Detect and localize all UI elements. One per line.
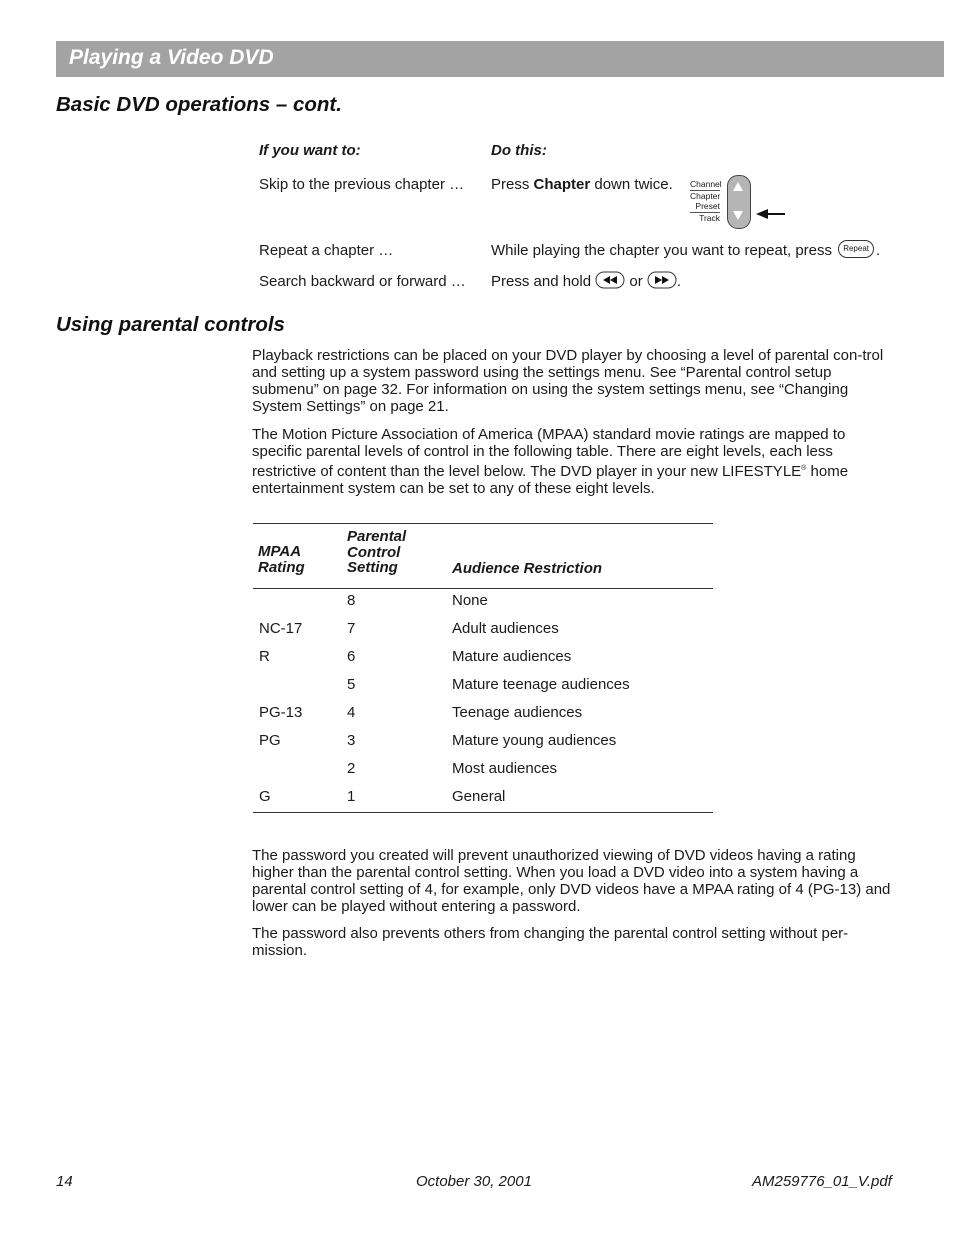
parental-para-2 [252,426,897,497]
table-header-rating [258,544,318,575]
do-text: or [625,273,647,290]
table-cell-audience: Mature young audiences [452,732,617,749]
table-cell-audience: Mature teenage audiences [452,676,630,693]
ops-row-do [491,242,880,260]
table-cell-setting: 5 [347,676,356,693]
table-cell-audience: Teenage audiences [452,704,583,721]
repeat-button-icon: Repeat [838,240,874,258]
do-text: . [676,273,682,290]
table-cell-audience: Mature audiences [452,648,572,665]
table-cell-rating: G [259,788,271,805]
table-header-setting [347,529,417,576]
table-cell-rating: NC-17 [259,620,303,637]
para-text: The Motion Picture Association of America (MPAA) standard movie ratings are mapped to specific parental levels of control in the following table. There are eight levels, each less restrictive of content than the level below. The DVD player in your new LIFESTYLE [252,426,846,480]
arrow-left-icon [756,207,786,221]
do-text: . [876,242,881,259]
ops-row-want: Repeat a chapter … [259,242,394,259]
parental-para-3 [252,847,897,915]
paragraph-text: The password also prevents others from changing the parental control setting without per-mission. [252,925,849,959]
do-text: Press and hold [491,273,596,290]
table-cell-rating: PG-13 [259,704,303,721]
do-text: down twice. [590,176,673,193]
footer-file: AM259776_01_V.pdf [752,1173,892,1190]
parental-para-4 [252,925,897,959]
registered-mark: ® [801,465,807,472]
table-cell-setting: 8 [347,592,356,609]
table-cell-audience: General [452,788,506,805]
fast-forward-button-icon [647,271,677,289]
table-bottom-rule [253,812,713,813]
table-cell-audience: Most audiences [452,760,558,777]
do-text-bold: Chapter [533,176,591,193]
parental-heading: Using parental controls [56,313,285,336]
table-header-audience: Audience Restriction [452,560,603,577]
ops-row-want: Skip to the previous chapter … [259,176,465,193]
paragraph-text [252,426,897,497]
table-header-rule [253,588,713,589]
section-banner [56,41,944,77]
table-top-rule [253,523,713,524]
rocker-label-track: Track [690,212,720,224]
do-text: While playing the chapter you want to repeat, press [491,242,837,259]
table-cell-setting: 2 [347,760,356,777]
paragraph-text: The password you created will prevent unauthorized viewing of DVD videos having a rating higher than the parental control setting. When you load a DVD video into a system having a parental control setting of 4, for example, only DVD videos have a MPAA rating of 4 (PG-13) and lower can be played without entering a password. [252,847,891,915]
table-cell-setting: 1 [347,788,356,805]
table-cell-audience: None [452,592,488,609]
section-title: Playing a Video DVD [69,46,274,69]
do-text: Press [491,176,534,193]
table-cell-setting: 7 [347,620,356,637]
table-cell-rating: R [259,648,270,665]
table-cell-setting: 4 [347,704,356,721]
col-header-want: If you want to: [259,142,361,159]
header-text: MPAA Rating [258,543,305,576]
table-cell-setting: 3 [347,732,356,749]
rocker-label-channel: Channel [690,179,722,189]
rocker-label-preset: Preset [695,201,720,211]
ops-row-do [491,273,681,291]
ops-row-do [491,176,673,193]
footer-date: October 30, 2001 [416,1173,532,1190]
col-header-do: Do this: [491,142,547,159]
paragraph-text: Playback restrictions can be placed on your DVD player by choosing a level of parental con-trol and setting up a system password using the settings menu. See “Parental control setup submenu” on page 32. For information on using the system settings menu, see “Changing System Settings” on page 21. [252,347,884,415]
table-cell-audience: Adult audiences [452,620,559,637]
rewind-button-icon [595,271,625,289]
table-cell-setting: 6 [347,648,356,665]
channel-chapter-rocker-icon [727,175,751,229]
rocker-up-icon [733,182,743,191]
table-cell-rating: PG [259,732,281,749]
header-text: Parental Control Setting [347,528,407,576]
rocker-down-icon [733,211,743,220]
para-text: home entertainment system can be set to any of these eight levels. [252,463,849,497]
rocker-label-chapter: Chapter [690,191,721,201]
page-number: 14 [56,1173,73,1190]
parental-para-1 [252,347,897,415]
basic-ops-heading: Basic DVD operations – cont. [56,93,342,116]
ops-row-want: Search backward or forward … [259,273,466,290]
